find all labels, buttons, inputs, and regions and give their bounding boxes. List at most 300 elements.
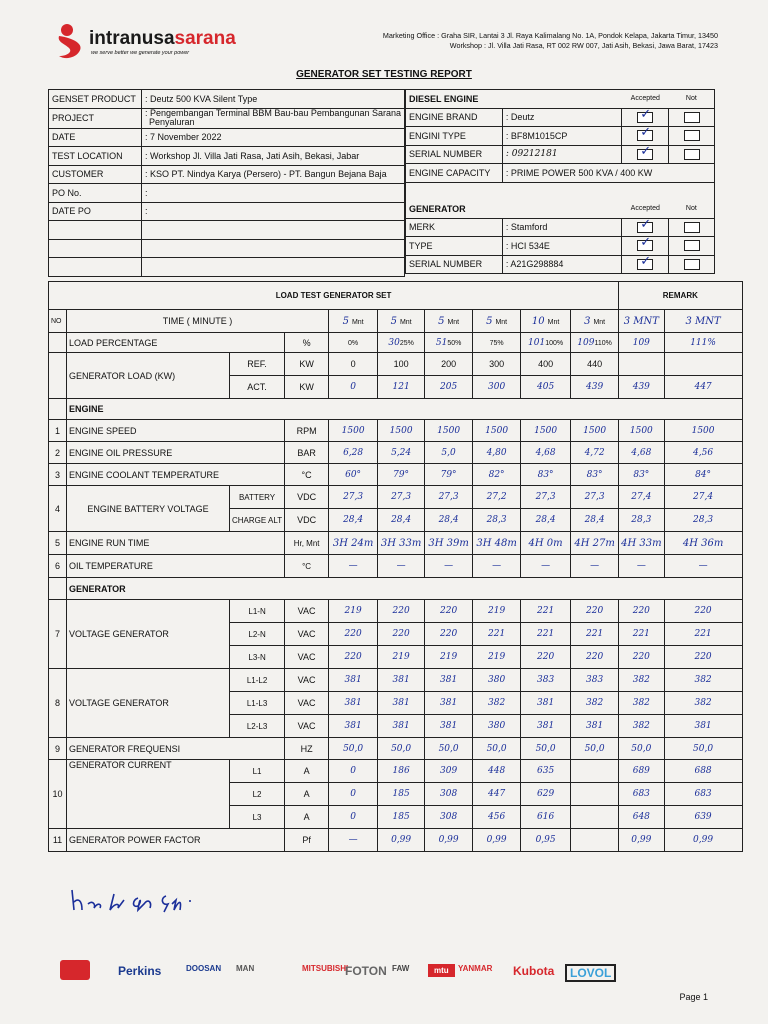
value-cell: 50,0: [473, 738, 521, 760]
mnt-label: Mnt: [399, 318, 412, 326]
value-cell: —: [664, 555, 742, 578]
row-no: 3: [49, 464, 67, 486]
battery-sub: BATTERY: [230, 486, 285, 509]
generator-serial: : A21G298884: [502, 255, 621, 274]
load-pct-cell: [619, 333, 664, 353]
row-unit: Hr, Mnt: [285, 532, 329, 555]
value-cell: 380: [473, 669, 521, 692]
cell: [619, 353, 664, 376]
value-cell: 1500: [378, 420, 425, 442]
row-unit: VAC: [285, 669, 329, 692]
brand-logo-man: MAN: [236, 964, 255, 973]
engine-brand: : Deutz: [502, 108, 621, 127]
value-cell: 635: [521, 760, 571, 783]
ref-value: 100: [378, 353, 425, 376]
value-cell: [571, 806, 619, 829]
time-hw: 10: [531, 315, 545, 327]
mnt-label: Mnt: [351, 318, 364, 326]
value-cell: 381: [329, 692, 378, 715]
time-header: TIME ( MINUTE ): [67, 310, 329, 333]
load-test-table: [48, 281, 743, 852]
gen-not-header: Not: [669, 200, 715, 218]
time-cell: [473, 310, 521, 333]
value-cell: 4H 36m: [664, 532, 742, 555]
value-cell: [571, 760, 619, 783]
value-cell: 27,4: [664, 486, 742, 509]
load-pct-hw: 109: [577, 338, 595, 348]
accepted-header: Accepted: [622, 90, 669, 109]
value-cell: 27,3: [521, 486, 571, 509]
row-no: 5: [49, 532, 67, 555]
value-cell: 689: [619, 760, 664, 783]
vdc-unit: VDC: [285, 509, 329, 532]
accepted-checkbox[interactable]: [637, 259, 653, 270]
cell: [49, 353, 67, 399]
not-checkbox[interactable]: [684, 112, 700, 123]
row-no: 8: [49, 669, 67, 738]
value-cell: 28,3: [473, 509, 521, 532]
value-cell: 27,3: [571, 486, 619, 509]
value-cell: 220: [425, 600, 473, 623]
time-cell: [664, 310, 742, 333]
accepted-checkbox[interactable]: [637, 130, 653, 141]
no-header: NO: [49, 310, 67, 333]
label-customer: CUSTOMER: [49, 165, 142, 184]
value-cell: 381: [425, 692, 473, 715]
frequency-label: GENERATOR FREQUENSI: [67, 738, 285, 760]
project-info-table: [48, 89, 405, 277]
project-line-2: Penyaluran: [148, 117, 195, 127]
value-cell: 0: [329, 760, 378, 783]
pct-unit: %: [285, 333, 329, 353]
row-unit: VAC: [285, 692, 329, 715]
battery-label: ENGINE BATTERY VOLTAGE: [67, 486, 230, 532]
company-logo: [55, 22, 235, 62]
value-cell: 220: [664, 646, 742, 669]
accepted-checkbox[interactable]: [637, 112, 653, 123]
value-cell: 50,0: [619, 738, 664, 760]
engine-serial-label: SERIAL NUMBER: [406, 145, 503, 164]
mnt-label: Mnt: [495, 318, 508, 326]
not-header: Not: [669, 90, 715, 109]
phase-label: L1-L2: [230, 669, 285, 692]
brand-logo-foton: FOTON: [345, 964, 387, 978]
value-cell: 221: [521, 623, 571, 646]
row-no: 4: [49, 486, 67, 532]
mnt-label: Mnt: [447, 318, 460, 326]
accepted-checkbox[interactable]: [637, 149, 653, 160]
value-cell: 220: [329, 646, 378, 669]
row-no: 2: [49, 442, 67, 464]
value-cell: 83°: [521, 464, 571, 486]
load-pct-hw: 30: [388, 338, 400, 348]
ref-value: 440: [571, 353, 619, 376]
generator-merk: : Stamford: [502, 218, 621, 237]
accepted-checkbox[interactable]: [637, 222, 653, 233]
value-cell: 220: [521, 646, 571, 669]
value-cell: —: [619, 555, 664, 578]
report-title: GENERATOR SET TESTING REPORT: [296, 69, 472, 80]
row-unit: A: [285, 783, 329, 806]
engine-generator-table: [405, 89, 715, 274]
value-cell: 28,4: [378, 509, 425, 532]
value-cell: —: [473, 555, 521, 578]
row-unit: °C: [285, 464, 329, 486]
value-cell: 448: [473, 760, 521, 783]
load-pct-printed: 50%: [447, 340, 462, 347]
load-percentage-label: LOAD PERCENTAGE: [67, 333, 285, 353]
act-value: 205: [425, 376, 473, 399]
time-hw: 5: [390, 315, 397, 327]
value-cell: 28,4: [329, 509, 378, 532]
value-cell: 4,68: [619, 442, 664, 464]
value-cell: 0,99: [664, 829, 742, 852]
value-cell: 220: [329, 623, 378, 646]
value-cell: 28,4: [571, 509, 619, 532]
value-cell: 1500: [329, 420, 378, 442]
generator-header: GENERATOR: [406, 200, 503, 218]
accepted-checkbox[interactable]: [637, 240, 653, 251]
workshop-address: Jl. Villa Jati Rasa, RT 002 RW 007, Jati Asih, Bekasi, Jawa Barat, 17423: [488, 41, 718, 50]
gen-serial-label: SERIAL NUMBER: [406, 255, 503, 274]
workshop-label: Workshop :: [449, 41, 487, 50]
value-cell: 27,2: [473, 486, 521, 509]
brand-logo-mitsubishi: MITSUBISHI: [302, 964, 349, 973]
value-cell: —: [329, 555, 378, 578]
value-cell: 27,3: [425, 486, 473, 509]
brand-logo-lovol: LOVOL: [565, 964, 616, 982]
load-pct-cell: [329, 333, 378, 353]
row-unit: VAC: [285, 715, 329, 738]
marketing-label: Marketing Office :: [382, 31, 440, 40]
value-cell: —: [425, 555, 473, 578]
value-cell: 219: [473, 646, 521, 669]
page-number: Page 1: [679, 992, 708, 1002]
load-pct-hw: 51: [435, 338, 448, 348]
cell: [664, 353, 742, 376]
brand-logo-perkins: Perkins: [118, 964, 162, 978]
not-checkbox[interactable]: [684, 130, 700, 141]
engine-brand-label: ENGINE BRAND: [406, 108, 503, 127]
brand-logo-faw: FAW: [392, 964, 410, 973]
brand-logo-mtu: mtu: [428, 964, 455, 977]
time-cell: [619, 310, 664, 333]
not-checkbox[interactable]: [684, 259, 700, 270]
value-cell: 219: [473, 600, 521, 623]
value-cell: 456: [473, 806, 521, 829]
marketing-address: Graha SIR, Lantai 3 Jl. Raya Kalimalang No. 1A, Pondok Kelapa, Jakarta Timur, 13450: [441, 31, 718, 40]
diesel-engine-header: DIESEL ENGINE: [406, 90, 503, 109]
value-cell: 1500: [473, 420, 521, 442]
genset-product: : Deutz 500 KVA Silent Type: [141, 90, 404, 109]
label-date-po: DATE PO: [49, 202, 142, 221]
project-line-1: : Pengembangan Terminal BBM Bau-bau Pembangunan Sarana: [144, 108, 401, 118]
charge-alt-sub: CHARGE ALT: [230, 509, 285, 532]
vgen7-label: VOLTAGE GENERATOR: [67, 600, 230, 669]
time-cell: [521, 310, 571, 333]
gen-type-label: TYPE: [406, 237, 503, 256]
value-cell: 27,4: [619, 486, 664, 509]
gen-accepted-header: Accepted: [630, 205, 660, 213]
phase-label: L1: [230, 760, 285, 783]
value-cell: 50,0: [378, 738, 425, 760]
row-no: 1: [49, 420, 67, 442]
po-value: :: [141, 184, 404, 203]
value-cell: 4,68: [521, 442, 571, 464]
value-cell: 4,72: [571, 442, 619, 464]
engine-serial: : 09212181: [502, 145, 621, 164]
engine-capacity: : PRIME POWER 500 KVA / 400 KW: [502, 164, 714, 183]
date-po-value: :: [141, 202, 404, 221]
phase-label: L3: [230, 806, 285, 829]
kw-unit: KW: [285, 353, 329, 376]
address-block: [383, 31, 718, 51]
act-value: 0: [329, 376, 378, 399]
value-cell: 308: [425, 806, 473, 829]
not-checkbox[interactable]: [684, 222, 700, 233]
value-cell: 1500: [664, 420, 742, 442]
load-pct-hw: 109: [632, 338, 650, 348]
value-cell: —: [571, 555, 619, 578]
value-cell: 4H 27m: [571, 532, 619, 555]
value-cell: 381: [571, 715, 619, 738]
row-unit: °C: [285, 555, 329, 578]
value-cell: 4,56: [664, 442, 742, 464]
value-cell: 79°: [378, 464, 425, 486]
value-cell: 381: [329, 669, 378, 692]
remark-header: REMARK: [619, 282, 742, 310]
value-cell: 382: [619, 669, 664, 692]
value-cell: —: [329, 829, 378, 852]
load-pct-cell: [473, 333, 521, 353]
label-po: PO No.: [49, 184, 142, 203]
company-name-red: sarana: [174, 28, 236, 49]
value-cell: 221: [571, 623, 619, 646]
value-cell: 50,0: [571, 738, 619, 760]
value-cell: 50,0: [329, 738, 378, 760]
location-value: : Workshop Jl. Villa Jati Rasa, Jati Asih, Bekasi, Jabar: [141, 147, 404, 166]
value-cell: 220: [571, 600, 619, 623]
runtime-label: ENGINE RUN TIME: [67, 532, 285, 555]
load-pct-cell: [571, 333, 619, 353]
hz-unit: HZ: [285, 738, 329, 760]
ref-label: REF.: [230, 353, 285, 376]
value-cell: 381: [521, 715, 571, 738]
time-hw: 3 MNT: [685, 315, 721, 327]
value-cell: 382: [619, 692, 664, 715]
load-pct-printed: 25%: [399, 340, 414, 347]
value-cell: —: [521, 555, 571, 578]
time-hw: 5: [342, 315, 349, 327]
time-cell: [329, 310, 378, 333]
brand-logo-kubota: Kubota: [513, 964, 555, 978]
not-checkbox[interactable]: [684, 149, 700, 160]
time-hw: 5: [486, 315, 493, 327]
time-hw: 3: [584, 315, 591, 327]
value-cell: 28,3: [619, 509, 664, 532]
phase-label: L1-L3: [230, 692, 285, 715]
load-pct-printed: 100%: [545, 340, 564, 347]
customer-value: : KSO PT. Nindya Karya (Persero) - PT. Bangun Bejana Baja: [141, 165, 404, 184]
row-no: 6: [49, 555, 67, 578]
phase-label: L3-N: [230, 646, 285, 669]
row-unit: A: [285, 760, 329, 783]
value-cell: 381: [425, 715, 473, 738]
value-cell: 221: [619, 623, 664, 646]
cell: [49, 333, 67, 353]
value-cell: 5,24: [378, 442, 425, 464]
phase-label: L1-N: [230, 600, 285, 623]
value-cell: 82°: [473, 464, 521, 486]
value-cell: 3H 33m: [378, 532, 425, 555]
current-label: GENERATOR CURRENT: [67, 760, 230, 829]
value-cell: [571, 829, 619, 852]
logo-mark-icon: [55, 22, 91, 62]
generator-section: GENERATOR: [67, 578, 743, 600]
row-label: ENGINE COOLANT TEMPERATURE: [67, 464, 285, 486]
cummins-logo-icon: [60, 960, 90, 980]
signature-scribble: [66, 880, 226, 920]
value-cell: 220: [571, 646, 619, 669]
brand-logo-doosan: DOOSAN: [186, 964, 222, 973]
row-unit: A: [285, 806, 329, 829]
row-no: 9: [49, 738, 67, 760]
load-pct-printed: 0%: [348, 340, 359, 347]
load-test-title: LOAD TEST GENERATOR SET: [49, 282, 619, 310]
value-cell: 79°: [425, 464, 473, 486]
generator-load-label: GENERATOR LOAD (KW): [67, 353, 230, 399]
engine-capacity-label: ENGINE CAPACITY: [406, 164, 503, 183]
value-cell: [571, 783, 619, 806]
merk-label: MERK: [406, 218, 503, 237]
value-cell: 219: [425, 646, 473, 669]
ref-value: 0: [329, 353, 378, 376]
row-no: 10: [49, 760, 67, 829]
load-pct-cell: [664, 333, 742, 353]
kw-unit: KW: [285, 376, 329, 399]
value-cell: 381: [378, 669, 425, 692]
engine-type: : BF8M1015CP: [502, 127, 621, 146]
value-cell: 27,3: [378, 486, 425, 509]
value-cell: 0,99: [425, 829, 473, 852]
value-cell: 382: [664, 669, 742, 692]
value-cell: 616: [521, 806, 571, 829]
not-checkbox[interactable]: [684, 240, 700, 251]
value-cell: 220: [619, 646, 664, 669]
load-pct-hw: 101: [528, 338, 546, 348]
value-cell: 186: [378, 760, 425, 783]
value-cell: 382: [664, 692, 742, 715]
value-cell: 220: [664, 600, 742, 623]
brand-logo-yanmar: YANMAR: [458, 964, 493, 973]
value-cell: 3H 24m: [329, 532, 378, 555]
oil-label: OIL TEMPERATURE: [67, 555, 285, 578]
act-value: 121: [378, 376, 425, 399]
value-cell: 27,3: [329, 486, 378, 509]
value-cell: 381: [329, 715, 378, 738]
value-cell: 220: [378, 600, 425, 623]
value-cell: 0: [329, 806, 378, 829]
value-cell: 219: [378, 646, 425, 669]
vdc-unit: VDC: [285, 486, 329, 509]
act-value: 447: [664, 376, 742, 399]
ref-value: 300: [473, 353, 521, 376]
value-cell: 629: [521, 783, 571, 806]
act-value: 405: [521, 376, 571, 399]
value-cell: 381: [378, 692, 425, 715]
value-cell: 688: [664, 760, 742, 783]
company-name: intranusa: [89, 28, 175, 49]
value-cell: 683: [619, 783, 664, 806]
mnt-label: Mnt: [593, 318, 606, 326]
vgen8-label: VOLTAGE GENERATOR: [67, 669, 230, 738]
time-hw: 5: [438, 315, 445, 327]
ref-value: 400: [521, 353, 571, 376]
value-cell: 381: [378, 715, 425, 738]
value-cell: 185: [378, 783, 425, 806]
value-cell: 3H 48m: [473, 532, 521, 555]
value-cell: 0,95: [521, 829, 571, 852]
value-cell: 28,3: [664, 509, 742, 532]
value-cell: 28,4: [425, 509, 473, 532]
load-pct-printed: 110%: [594, 340, 612, 347]
value-cell: 381: [521, 692, 571, 715]
value-cell: 648: [619, 806, 664, 829]
act-value: 439: [619, 376, 664, 399]
phase-label: L2-L3: [230, 715, 285, 738]
value-cell: 219: [329, 600, 378, 623]
value-cell: 0,99: [619, 829, 664, 852]
value-cell: 683: [664, 783, 742, 806]
phase-label: L2: [230, 783, 285, 806]
value-cell: 1500: [425, 420, 473, 442]
label-date: DATE: [49, 128, 142, 147]
value-cell: 639: [664, 806, 742, 829]
row-label: ENGINE OIL PRESSURE: [67, 442, 285, 464]
value-cell: 220: [619, 600, 664, 623]
value-cell: 83°: [619, 464, 664, 486]
value-cell: 381: [425, 669, 473, 692]
value-cell: 4H 0m: [521, 532, 571, 555]
phase-label: L2-N: [230, 623, 285, 646]
value-cell: 382: [473, 692, 521, 715]
generator-type: : HCI 534E: [502, 237, 621, 256]
load-pct-printed: 75%: [489, 340, 504, 347]
row-unit: BAR: [285, 442, 329, 464]
cell: [49, 399, 67, 420]
value-cell: 84°: [664, 464, 742, 486]
load-pct-hw: 111%: [690, 338, 716, 348]
time-cell: [425, 310, 473, 333]
time-cell: [378, 310, 425, 333]
value-cell: 83°: [571, 464, 619, 486]
label-location: TEST LOCATION: [49, 147, 142, 166]
value-cell: 221: [473, 623, 521, 646]
value-cell: 381: [664, 715, 742, 738]
act-value: 300: [473, 376, 521, 399]
value-cell: 0,99: [378, 829, 425, 852]
value-cell: 308: [425, 783, 473, 806]
value-cell: 1500: [619, 420, 664, 442]
value-cell: 221: [664, 623, 742, 646]
value-cell: 3H 39m: [425, 532, 473, 555]
value-cell: 50,0: [425, 738, 473, 760]
company-tagline: we serve better we generate your power: [91, 50, 190, 56]
value-cell: 185: [378, 806, 425, 829]
value-cell: 0,99: [473, 829, 521, 852]
mnt-label: Mnt: [547, 318, 560, 326]
value-cell: 220: [425, 623, 473, 646]
